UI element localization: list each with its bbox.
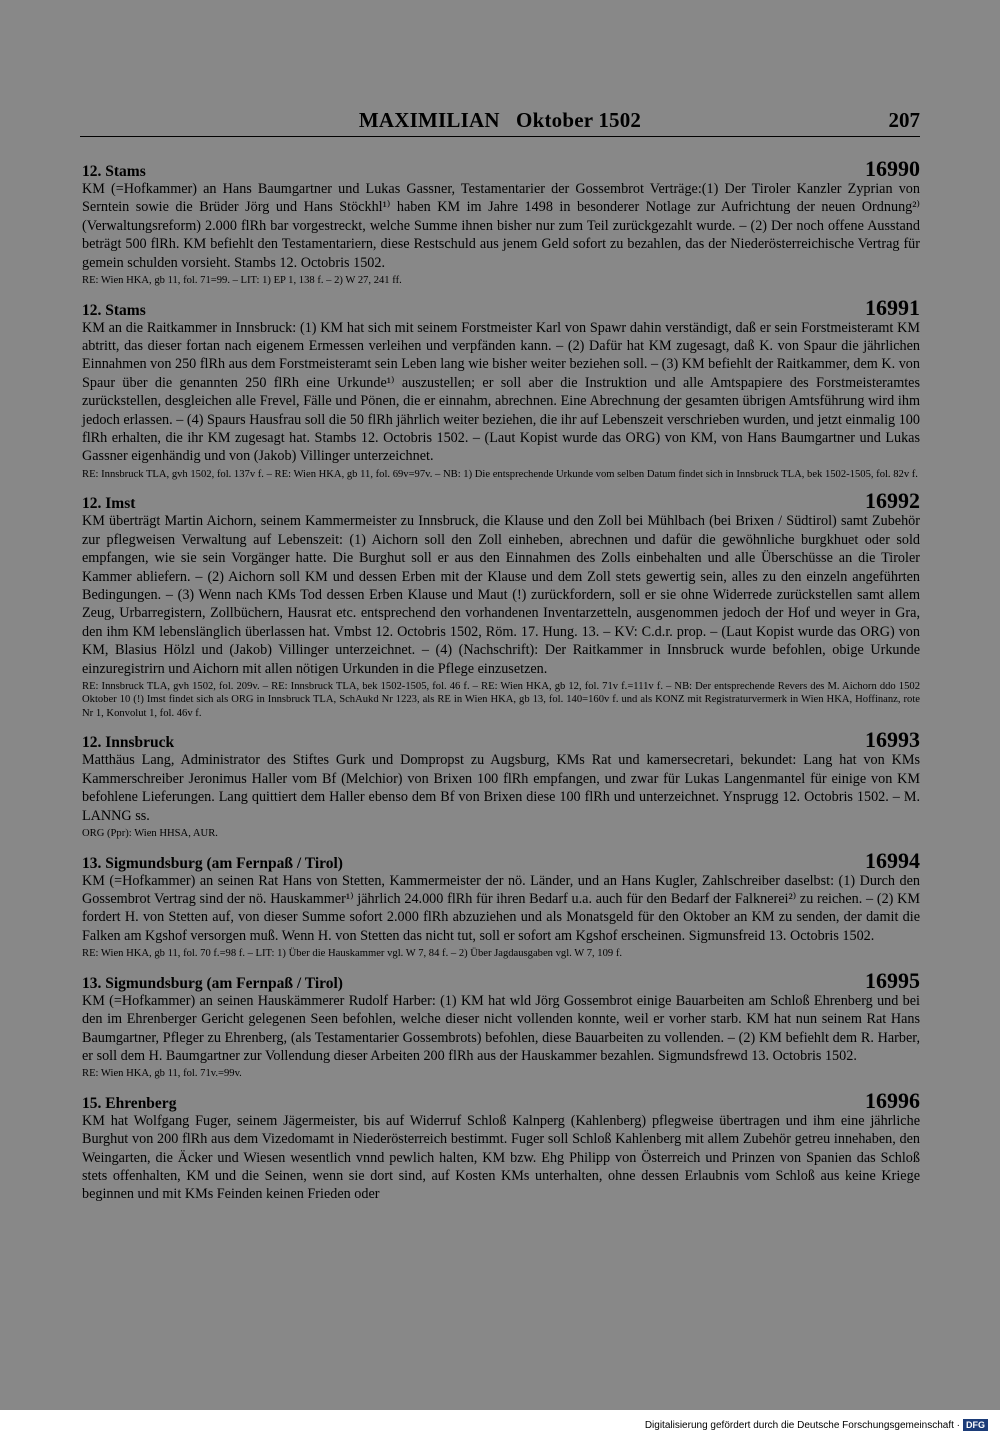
entry-text: KM (=Hofkammer) an seinen Hauskämmerer Rudolf Harber: (1) KM hat wld Jörg Gossembrot einige Bauarbeiten am Schloß Ehrenberg und bei den im Ehrenberger Gericht gelegenen Seen befohlen, welche dieser nicht vollenden konnte, weil er vorher starb. KM hat nun seinem Rat Hans Baumgartner, Pfleger zu Ehrenberg, (als Testamentarier Gossembrots) befohlen, diese Bauarbeiten zu vollenden. – (2) KM befiehlt dem R. Harber, er soll dem H. Baumgartner zur Vollendung dieser Arbeiten 200 flRh aus der Hauskammer bezahlen. Sigmundsfrewd 13. Octobris 1502. xyxy=(82,992,920,1064)
entry-header xyxy=(82,294,920,320)
entry-16994 xyxy=(82,847,920,961)
entries-column xyxy=(82,158,920,1213)
entry-text: KM an die Raitkammer in Innsbruck: (1) KM hat sich mit seinem Forstmeister Karl von Spawr dahin verständigt, daß er sein Forstmeisteramt KM abtritt, das dieser fortan nach eigenem Ermessen verleihen und verpfänden kann. – (2) Dafür hat KM zugesagt, daß K. von Spaur die jährlichen Einnahmen von 250 flRh aus dem Forstmeisteramt sein Leben lang wie bisher weiter beziehen soll. – (3) KM befiehlt der Raitkammer, dem K. von Spaur über die genannten 250 flRh eine Urkunde¹⁾ auszustellen; er soll aber die Instruktion und alle Amtspapiere des Forstmeisteramtes zurückstellen, desgleichen alle Frevel, Fälle und Pönen, die er einnahm, abrechnen. Eine Abrechnung der gesamten übrigen Amtsführung wird ihm jedoch erlassen. – (4) Spaurs Hausfrau soll die 50 flRh jährlich weiter beziehen, die ihr auf Lebenszeit verschrieben wurden, und jetzt einmalig 100 flRh erhalten, die ihr KM zugesagt hat. Stambs 12. Octobris 1502. – (Laut Kopist wurde das ORG) von KM, von Hans Baumgartner und Lukas Gassner eigenhändig und von (Jakob) Villinger unterzeichnet. xyxy=(82,319,920,465)
entry-16995 xyxy=(82,967,920,1081)
entry-number: 16991 xyxy=(865,294,920,320)
entry-source: RE: Wien HKA, gb 11, fol. 71v.=99v. xyxy=(82,1068,242,1080)
entry-number: 16993 xyxy=(865,727,920,753)
entry-text: Matthäus Lang, Administrator des Stiftes Gurk und Dompropst zu Augsburg, KMs Rat und kamersecretari, bekundet: Lang hat von KMs Kammerschreiber Jeronimus Haller vom Bf (Melchior) von Brixen 100 flRh empfangen, und zwar für Lukas Langenmantel für einige von KM befohlene Lieferungen. Lang quittiert dem Haller ebenso dem Bf von Brixen diese 100 flRh und unterzeichnet. Ynsprugg 12. Octobris 1502. – M. LANNG ss. xyxy=(82,752,920,824)
page-number: 207 xyxy=(888,108,920,132)
entry-text: KM hat Wolfgang Fuger, seinem Jägermeister, bis auf Widerruf Schloß Kalnperg (Kahlenberg) pflegweise übertragen und ihm eine jährliche Burghut von 200 flRh aus dem Vizedomamt in Niederösterreich bestimmt. Fuger soll Schloß Kahlenberg mit allem Zubehör getreu innehaben, den Weingarten, die Äcker und Wiesen wesentlich vnnd pewlich halten, KM bzw. Ehg Philipp von Österreich und Prinzen von Spanien das Schloß stets offenhalten, KM und die Seinen, wenn sie dort sind, auf Kosten KMs unterhalten, ohne dessen Erlaubnis vom Schloß aus keine Kriege beginnen und mit KMs Feinden keinen Frieden oder xyxy=(82,1112,920,1203)
entry-number: 16994 xyxy=(865,847,920,873)
entry-16990 xyxy=(82,158,920,288)
entry-source: ORG (Ppr): Wien HHSA, AUR. xyxy=(82,828,218,840)
entry-header xyxy=(82,967,920,993)
entry-16993 xyxy=(82,729,920,840)
entry-place-date: 12. Innsbruck xyxy=(82,734,175,752)
entry-number: 16992 xyxy=(865,488,920,514)
entry-source: RE: Wien HKA, gb 11, fol. 70 f.=98 f. – LIT: 1) Über die Hauskammer vgl. W 7, 84 f. – 2) Über Jagdausgaben vgl. W 7, 109 f. xyxy=(82,948,623,960)
entry-header xyxy=(82,490,920,512)
entry-source: RE: Innsbruck TLA, gvh 1502, fol. 137v f. – RE: Wien HKA, gb 11, fol. 69v=97v. – NB: 1) Die entsprechende Urkunde vom selben Datum findet sich in Innsbruck TLA, bek 1502-1505, fol. 82v f. xyxy=(82,468,918,480)
entry-text: KM (=Hofkammer) an seinen Rat Hans von Stetten, Kammermeister der nö. Länder, und an Hans Kugler, Zahlschreiber daselbst: (1) Durch den Gossembrot Vertrag sind der nö. Hauskammer¹⁾ jährlich 24.000 flRh für ihren Bedarf u.a. auch für den Bedarf der Falknerei²⁾ zu reichen. – (2) KM fordert H. von Stetten auf, von dieser Summe sofort 2.000 flRh abzuziehen und als Monatsgeld für den Oktober an KM zu senden, der damit die Falken am Kgshof versorgen muß. Wenn H. von Stetten das nicht tut, soll er sofort am Kgshof erscheinen. Sigmunsfreid 13. Octobris 1502. xyxy=(82,872,920,944)
entry-16991 xyxy=(82,294,920,482)
footer-text: Digitalisierung gefördert durch die Deutsche Forschungsgemeinschaft · xyxy=(644,1419,960,1431)
entry-number: 16995 xyxy=(865,967,920,993)
entry-16992 xyxy=(82,490,920,720)
entry-place-date: 12. Imst xyxy=(82,495,136,513)
entry-text: KM (=Hofkammer) an Hans Baumgartner und Lukas Gassner, Testamentarier der Gossembrot Verträge:(1) Der Tiroler Kanzler Zyprian von Serntein sowie die Brüder Jörg und Hans Stöckhl¹⁾ haben KM im Jahre 1498 in besonderer Notlage zur Aufrichtung der neuen Ordnung²⁾ (Verwaltungsreform) 2.000 flRh bar vorgestreckt, welche Summe ihnen bisher nur zum Teil zurückgezahlt wurde. – (2) Der noch offene Ausstand beträgt 500 flRh. KM befiehlt den Testamentariern, diese Restschuld aus jenem Geld sofort zu bezahlen, das der Niederösterreichische Vertrag für gemein schulden vorsieht. Stambs 12. Octobris 1502. xyxy=(82,181,920,271)
entry-header xyxy=(82,158,920,180)
entry-place-date: 15. Ehrenberg xyxy=(82,1094,177,1112)
entry-header xyxy=(82,1087,920,1113)
entry-source: RE: Wien HKA, gb 11, fol. 71=99. – LIT: 1) EP 1, 138 f. – 2) W 27, 241 ff. xyxy=(82,275,402,287)
entry-place-date: 12. Stams xyxy=(82,163,146,180)
entry-text: KM überträgt Martin Aichorn, seinem Kammermeister zu Innsbruck, die Klause und den Zoll bei Mühlbach (bei Brixen / Südtirol) samt Zubehör zur pflegweisen Verwaltung auf Lebenszeit: (1) Aichorn soll den Zoll einheben, abrechnen und dafür die gewöhnliche burgkhuet oder sold empfangen, wie sie sein Vorgänger hatte. Die Burghut soll er aus den Einnahmen des Zolls einbehalten und alle Überschüsse an die Tiroler Kammer abliefern. – (2) Aichorn soll KM und dessen Erben mit der Klause und dem Zoll stets gewertig sein, alles zu den einzeln angeführten Bedingungen. – (3) Wenn nach KMs Tod dessen Erben Klause und Maut (!) zurückfordern, soll er sie ohne Widerrede zurückstellen samt allem Zeug, Urbarregistern, Zollbüchern, Hausrat etc. entsprechend den vorhandenen Inventarzetteln, ausgenommen jedoch der Hof und weyer in Gra, den ihm KM lebenslänglich überlassen hat. Vmbst 12. Octobris 1502, Röm. 17. Hung. 13. – KV: C.d.r. prop. – (Laut Kopist wurde das ORG) von KM, Blasius Hölzl und (Jakob) Villinger unterzeichnet. – (4) (Nachschrift): Der Raitkammer in Innsbruck wurde befohlen, obige Urkunde einzuregistrirn und Aichorn mit allen nötigen Urkunden in die Pflege einzusetzen. xyxy=(82,513,920,677)
entry-place-date: 13. Sigmundsburg (am Fernpaß / Tirol) xyxy=(82,854,343,872)
funding-footer xyxy=(645,1419,988,1431)
entry-place-date: 12. Stams xyxy=(82,301,146,319)
header-title: MAXIMILIAN Oktober 1502 xyxy=(358,108,642,132)
running-header xyxy=(80,108,920,137)
entry-number: 16990 xyxy=(865,156,920,181)
entry-number: 16996 xyxy=(865,1087,920,1113)
entry-place-date: 13. Sigmundsburg (am Fernpaß / Tirol) xyxy=(82,974,343,992)
dfg-logo-icon: DFG xyxy=(963,1419,988,1431)
entry-header xyxy=(82,729,920,751)
entry-source: RE: Innsbruck TLA, gvh 1502, fol. 209v. – RE: Innsbruck TLA, bek 1502-1505, fol. 46 f. – RE: Wien HKA, gb 12, fol. 71v f.=111v f. – NB: Der entsprechende Revers des M. Aichorn ddo 1502 Oktober 10 (!) Imst findet sich als ORG in Innsbruck TLA, SchAukd Nr 1223, als RE in Wien HKA, gb 13, fol. 140=160v f. und als KONZ mit Registraturvermerk in Wien HKA, Hoffinanz, rote Nr 1, Konvolut 1, fol. 46v f. xyxy=(82,680,920,719)
entry-header xyxy=(82,847,920,873)
entry-16996 xyxy=(82,1087,920,1204)
